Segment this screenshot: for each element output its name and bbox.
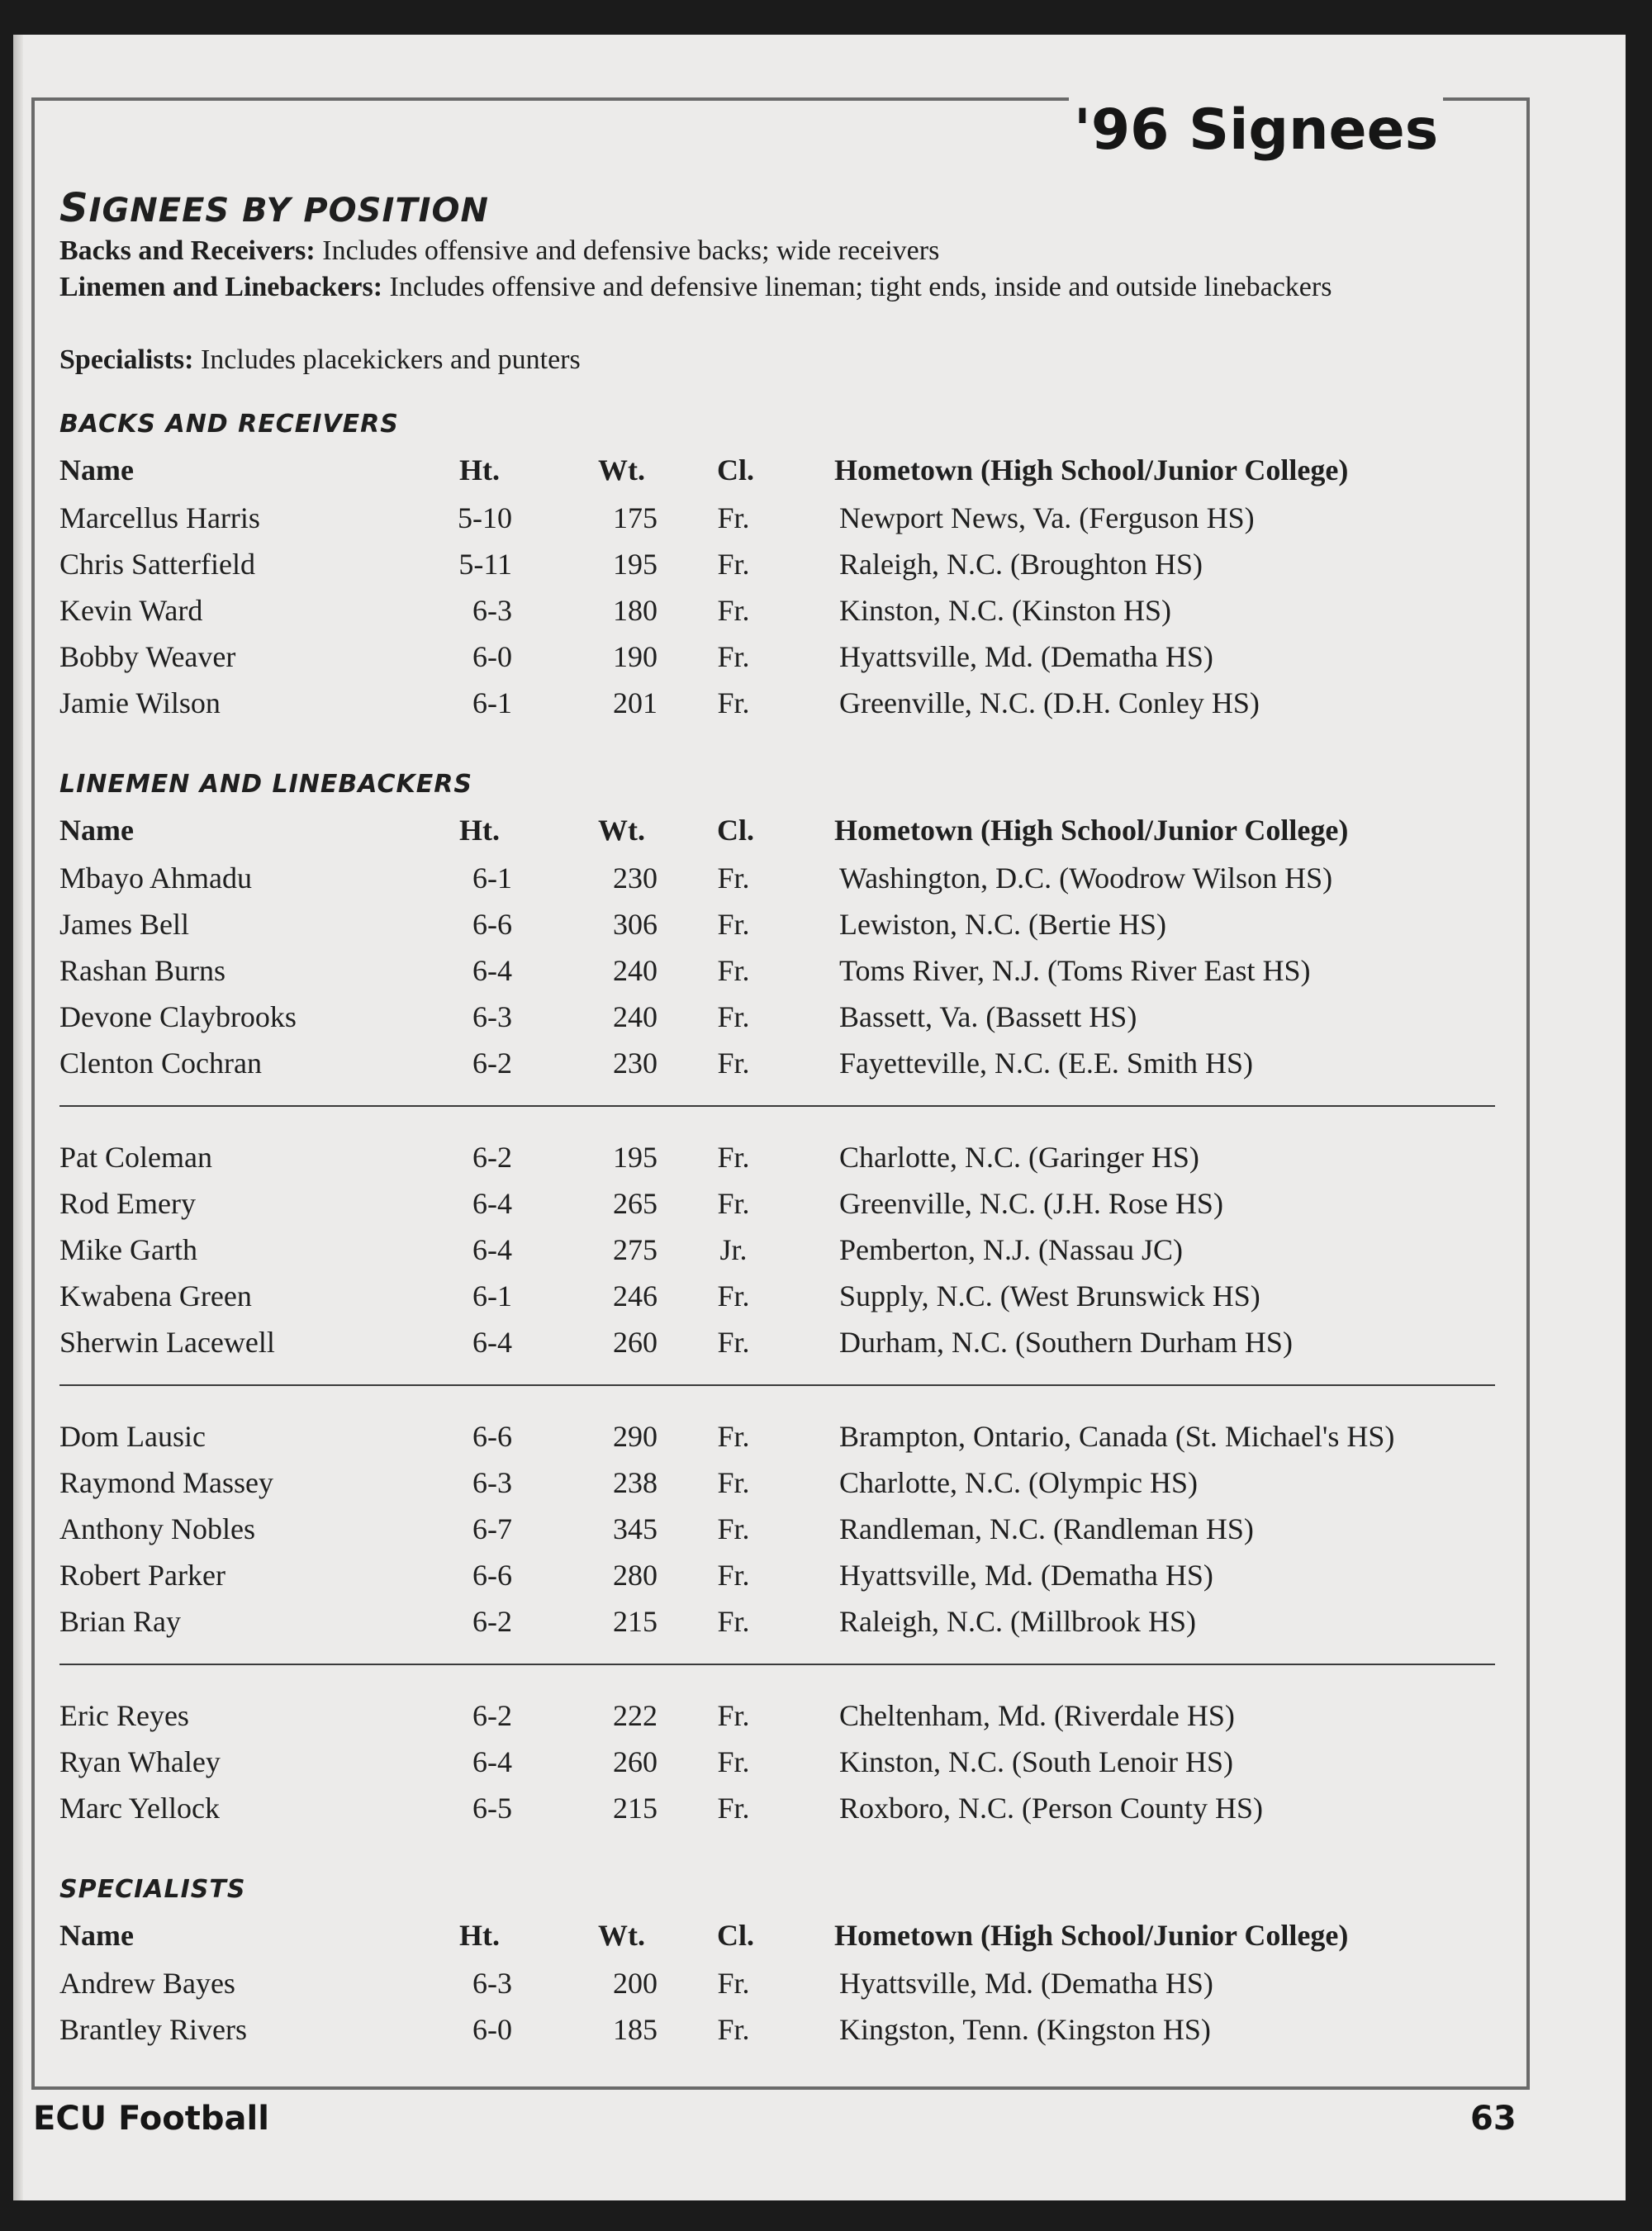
player-name: James Bell <box>59 908 189 941</box>
player-weight: 215 <box>613 1792 657 1825</box>
player-weight: 260 <box>613 1745 657 1778</box>
player-class: Fr. <box>717 548 750 581</box>
player-weight: 306 <box>613 908 657 941</box>
page-binding-edge <box>13 35 23 2200</box>
player-name: Eric Reyes <box>59 1699 189 1732</box>
player-name: Rashan Burns <box>59 954 225 987</box>
player-class: Fr. <box>717 1047 750 1080</box>
player-height: 6-0 <box>472 2013 512 2046</box>
player-hometown: Lewiston, N.C. (Bertie HS) <box>839 908 1166 941</box>
player-height: 6-3 <box>472 1000 512 1033</box>
player-hometown: Raleigh, N.C. (Millbrook HS) <box>839 1605 1196 1638</box>
player-hometown: Newport News, Va. (Ferguson HS) <box>839 501 1255 534</box>
player-height: 6-4 <box>472 1187 512 1220</box>
player-height: 6-7 <box>472 1512 512 1545</box>
player-weight: 185 <box>613 2013 657 2046</box>
definition-term: Linemen and Linebackers: <box>59 272 383 302</box>
player-name: Brantley Rivers <box>59 2013 247 2046</box>
player-height: 6-2 <box>472 1047 512 1080</box>
footer-page-number: 63 <box>1470 2100 1517 2138</box>
definition-1 <box>59 233 1464 269</box>
player-class: Fr. <box>717 1512 750 1545</box>
player-hometown: Charlotte, N.C. (Garinger HS) <box>839 1141 1199 1174</box>
player-hometown: Hyattsville, Md. (Dematha HS) <box>839 640 1213 673</box>
player-weight: 345 <box>613 1512 657 1545</box>
player-height: 6-3 <box>472 594 512 627</box>
player-class: Fr. <box>717 1745 750 1778</box>
player-hometown: Brampton, Ontario, Canada (St. Michael's HS) <box>839 1420 1395 1453</box>
player-class: Fr. <box>717 594 750 627</box>
player-name: Ryan Whaley <box>59 1745 221 1778</box>
player-hometown: Kinston, N.C. (Kinston HS) <box>839 594 1172 627</box>
player-name: Bobby Weaver <box>59 640 236 673</box>
player-weight: 190 <box>613 640 657 673</box>
player-height: 6-4 <box>472 1233 512 1266</box>
definition-3 <box>59 342 1464 378</box>
player-weight: 175 <box>613 501 657 534</box>
player-weight: 238 <box>613 1466 657 1499</box>
player-weight: 215 <box>613 1605 657 1638</box>
player-class: Fr. <box>717 1792 750 1825</box>
group-divider <box>59 1664 1495 1665</box>
definition-desc: Includes placekickers and punters <box>200 344 581 375</box>
column-header-class: Cl. <box>717 814 754 847</box>
player-name: Dom Lausic <box>59 1420 206 1453</box>
player-name: Marcellus Harris <box>59 501 260 534</box>
section-heading: SPECIALISTS <box>59 1875 246 1904</box>
player-height: 6-1 <box>472 1279 512 1312</box>
player-height: 6-6 <box>472 908 512 941</box>
player-hometown: Washington, D.C. (Woodrow Wilson HS) <box>839 862 1333 895</box>
player-hometown: Randleman, N.C. (Randleman HS) <box>839 1512 1254 1545</box>
player-height: 6-1 <box>472 862 512 895</box>
player-class: Fr. <box>717 1699 750 1732</box>
player-height: 6-1 <box>472 686 512 719</box>
player-weight: 265 <box>613 1187 657 1220</box>
player-height: 6-0 <box>472 640 512 673</box>
player-hometown: Durham, N.C. (Southern Durham HS) <box>839 1326 1293 1359</box>
column-header-hometown: Hometown (High School/Junior College) <box>834 814 1349 847</box>
player-name: Kevin Ward <box>59 594 203 627</box>
player-hometown: Pemberton, N.J. (Nassau JC) <box>839 1233 1183 1266</box>
player-name: Jamie Wilson <box>59 686 221 719</box>
player-weight: 230 <box>613 1047 657 1080</box>
page-title: '96 Signees <box>1069 97 1443 164</box>
player-name: Sherwin Lacewell <box>59 1326 275 1359</box>
player-weight: 260 <box>613 1326 657 1359</box>
player-name: Devone Claybrooks <box>59 1000 297 1033</box>
group-divider <box>59 1105 1495 1107</box>
player-class: Fr. <box>717 954 750 987</box>
player-class: Fr. <box>717 1141 750 1174</box>
player-hometown: Kinston, N.C. (South Lenoir HS) <box>839 1745 1233 1778</box>
column-header-name: Name <box>59 453 134 487</box>
definition-term: Backs and Receivers: <box>59 235 316 266</box>
column-header-name: Name <box>59 1919 134 1952</box>
player-name: Brian Ray <box>59 1605 181 1638</box>
player-weight: 230 <box>613 862 657 895</box>
player-class: Fr. <box>717 1605 750 1638</box>
column-header-weight: Wt. <box>598 1919 645 1952</box>
player-class: Fr. <box>717 1000 750 1033</box>
player-name: Pat Coleman <box>59 1141 212 1174</box>
player-hometown: Bassett, Va. (Bassett HS) <box>839 1000 1137 1033</box>
player-name: Raymond Massey <box>59 1466 273 1499</box>
player-height: 6-4 <box>472 1745 512 1778</box>
player-height: 6-4 <box>472 1326 512 1359</box>
player-weight: 280 <box>613 1559 657 1592</box>
player-hometown: Fayetteville, N.C. (E.E. Smith HS) <box>839 1047 1253 1080</box>
player-weight: 200 <box>613 1967 657 2000</box>
column-header-weight: Wt. <box>598 814 645 847</box>
definition-term: Specialists: <box>59 344 194 375</box>
player-hometown: Greenville, N.C. (J.H. Rose HS) <box>839 1187 1223 1220</box>
footer-publication: ECU Football <box>33 2100 269 2138</box>
player-name: Andrew Bayes <box>59 1967 235 2000</box>
player-hometown: Cheltenham, Md. (Riverdale HS) <box>839 1699 1235 1732</box>
player-class: Fr. <box>717 2013 750 2046</box>
column-header-height: Ht. <box>459 453 500 487</box>
content-frame <box>31 97 1530 2090</box>
player-name: Marc Yellock <box>59 1792 220 1825</box>
player-hometown: Raleigh, N.C. (Broughton HS) <box>839 548 1203 581</box>
player-name: Anthony Nobles <box>59 1512 255 1545</box>
player-class: Fr. <box>717 640 750 673</box>
player-name: Kwabena Green <box>59 1279 252 1312</box>
player-class: Fr. <box>717 1326 750 1359</box>
column-header-hometown: Hometown (High School/Junior College) <box>834 453 1349 487</box>
definition-desc: Includes offensive and defensive backs; wide receivers <box>322 235 940 266</box>
player-weight: 246 <box>613 1279 657 1312</box>
definition-desc: Includes offensive and defensive lineman; tight ends, inside and outside linebackers <box>389 272 1332 302</box>
player-class: Fr. <box>717 1279 750 1312</box>
player-weight: 180 <box>613 594 657 627</box>
group-divider <box>59 1384 1495 1386</box>
player-hometown: Supply, N.C. (West Brunswick HS) <box>839 1279 1260 1312</box>
player-name: Robert Parker <box>59 1559 225 1592</box>
definition-2 <box>59 269 1464 306</box>
player-weight: 195 <box>613 548 657 581</box>
player-height: 6-2 <box>472 1699 512 1732</box>
player-height: 6-5 <box>472 1792 512 1825</box>
player-weight: 240 <box>613 1000 657 1033</box>
player-class: Fr. <box>717 1466 750 1499</box>
player-name: Mike Garth <box>59 1233 197 1266</box>
column-header-height: Ht. <box>459 814 500 847</box>
player-weight: 222 <box>613 1699 657 1732</box>
player-height: 5-10 <box>458 501 512 534</box>
column-header-class: Cl. <box>717 453 754 487</box>
player-hometown: Greenville, N.C. (D.H. Conley HS) <box>839 686 1260 719</box>
player-weight: 275 <box>613 1233 657 1266</box>
player-height: 6-3 <box>472 1466 512 1499</box>
player-hometown: Toms River, N.J. (Toms River East HS) <box>839 954 1311 987</box>
player-height: 5-11 <box>458 548 512 581</box>
section-heading: LINEMEN AND LINEBACKERS <box>59 770 472 799</box>
player-class: Fr. <box>717 1967 750 2000</box>
player-height: 6-2 <box>472 1605 512 1638</box>
player-height: 6-2 <box>472 1141 512 1174</box>
player-weight: 195 <box>613 1141 657 1174</box>
column-header-weight: Wt. <box>598 453 645 487</box>
player-name: Clenton Cochran <box>59 1047 262 1080</box>
column-header-class: Cl. <box>717 1919 754 1952</box>
player-hometown: Roxboro, N.C. (Person County HS) <box>839 1792 1264 1825</box>
player-name: Mbayo Ahmadu <box>59 862 252 895</box>
player-height: 6-4 <box>472 954 512 987</box>
player-class: Fr. <box>717 1559 750 1592</box>
column-header-height: Ht. <box>459 1919 500 1952</box>
player-name: Rod Emery <box>59 1187 196 1220</box>
player-height: 6-3 <box>472 1967 512 2000</box>
player-hometown: Kingston, Tenn. (Kingston HS) <box>839 2013 1211 2046</box>
player-class: Fr. <box>717 1420 750 1453</box>
player-height: 6-6 <box>472 1559 512 1592</box>
column-header-hometown: Hometown (High School/Junior College) <box>834 1919 1349 1952</box>
signees-by-position-heading: SIGNEES BY POSITION <box>59 185 490 231</box>
player-height: 6-6 <box>472 1420 512 1453</box>
player-hometown: Hyattsville, Md. (Dematha HS) <box>839 1559 1213 1592</box>
player-class: Fr. <box>717 862 750 895</box>
player-class: Jr. <box>719 1233 748 1266</box>
player-weight: 201 <box>613 686 657 719</box>
player-class: Fr. <box>717 908 750 941</box>
player-weight: 240 <box>613 954 657 987</box>
player-class: Fr. <box>717 686 750 719</box>
player-class: Fr. <box>717 501 750 534</box>
player-hometown: Hyattsville, Md. (Dematha HS) <box>839 1967 1213 2000</box>
player-name: Chris Satterfield <box>59 548 255 581</box>
player-hometown: Charlotte, N.C. (Olympic HS) <box>839 1466 1198 1499</box>
player-class: Fr. <box>717 1187 750 1220</box>
player-weight: 290 <box>613 1420 657 1453</box>
section-heading: BACKS AND RECEIVERS <box>59 410 399 439</box>
column-header-name: Name <box>59 814 134 847</box>
